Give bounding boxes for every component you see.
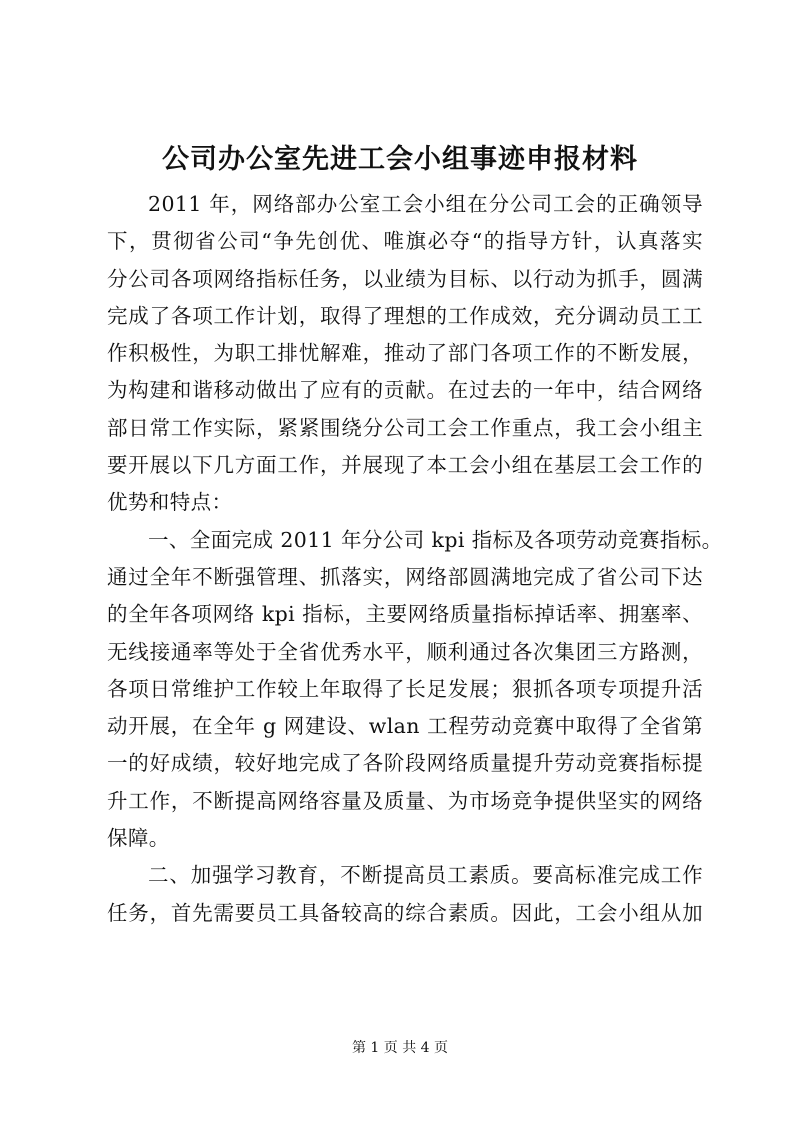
paragraph-1-line-8: 要开展以下几方面工作，并展现了本工会小组在基层工会工作的 [107, 453, 703, 478]
paragraph-1-line-9: 优势和特点： [107, 490, 233, 515]
paragraph-1-line-2: 下，贯彻省公司“争先创优、唯旗必夺“的指导方针，认真落实 [107, 229, 703, 254]
paragraph-1-line-1: 2011 年，网络部办公室工会小组在分公司工会的正确领导 [148, 192, 703, 216]
paragraph-2-line-4: 无线接通率等处于全省优秀水平，顺利通过各次集团三方路测， [107, 639, 703, 664]
paragraph-2-line-9: 保障。 [107, 826, 170, 851]
paragraph-2-line-7: 一的好成绩，较好地完成了各阶段网络质量提升劳动竞赛指标提 [107, 751, 703, 776]
document-body [107, 186, 723, 932]
paragraph-1-line-3: 分公司各项网络指标任务，以业绩为目标、以行动为抓手，圆满 [107, 266, 703, 291]
paragraph-3-line-1: 二、加强学习教育，不断提高员工素质。要高标准完成工作 [148, 863, 703, 888]
paragraph-2-line-5: 各项日常维护工作较上年取得了长足发展；狠抓各项专项提升活 [107, 676, 703, 701]
page-number-footer: 第 1 页 共 4 页 [351, 1040, 449, 1056]
paragraph-2-line-6: 动开展，在全年 g 网建设、wlan 工程劳动竞赛中取得了全省第 [107, 714, 703, 739]
paragraph-1-line-6: 为构建和谐移动做出了应有的贡献。在过去的一年中，结合网络 [107, 378, 703, 403]
paragraph-1-line-5: 作积极性，为职工排忧解难，推动了部门各项工作的不断发展， [107, 341, 703, 366]
paragraph-1-line-7: 部日常工作实际，紧紧围绕分公司工会工作重点，我工会小组主 [107, 415, 703, 440]
paragraph-2-line-2: 通过全年不断强管理、抓落实，网络部圆满地完成了省公司下达 [107, 564, 703, 589]
document-title: 公司办公室先进工会小组事迹申报材料 [162, 144, 638, 175]
paragraph-2-line-8: 升工作，不断提高网络容量及质量、为市场竞争提供坚实的网络 [107, 788, 703, 813]
paragraph-2-line-3: 的全年各项网络 kpi 指标，主要网络质量指标掉话率、拥塞率、 [107, 602, 703, 627]
paragraph-3-line-2: 任务，首先需要员工具备较高的综合素质。因此，工会小组从加 [107, 900, 703, 925]
paragraph-1-line-4: 完成了各项工作计划，取得了理想的工作成效，充分调动员工工 [107, 303, 703, 328]
paragraph-2-line-1: 一、全面完成 2011 年分公司 kpi 指标及各项劳动竞赛指标。 [148, 527, 723, 552]
